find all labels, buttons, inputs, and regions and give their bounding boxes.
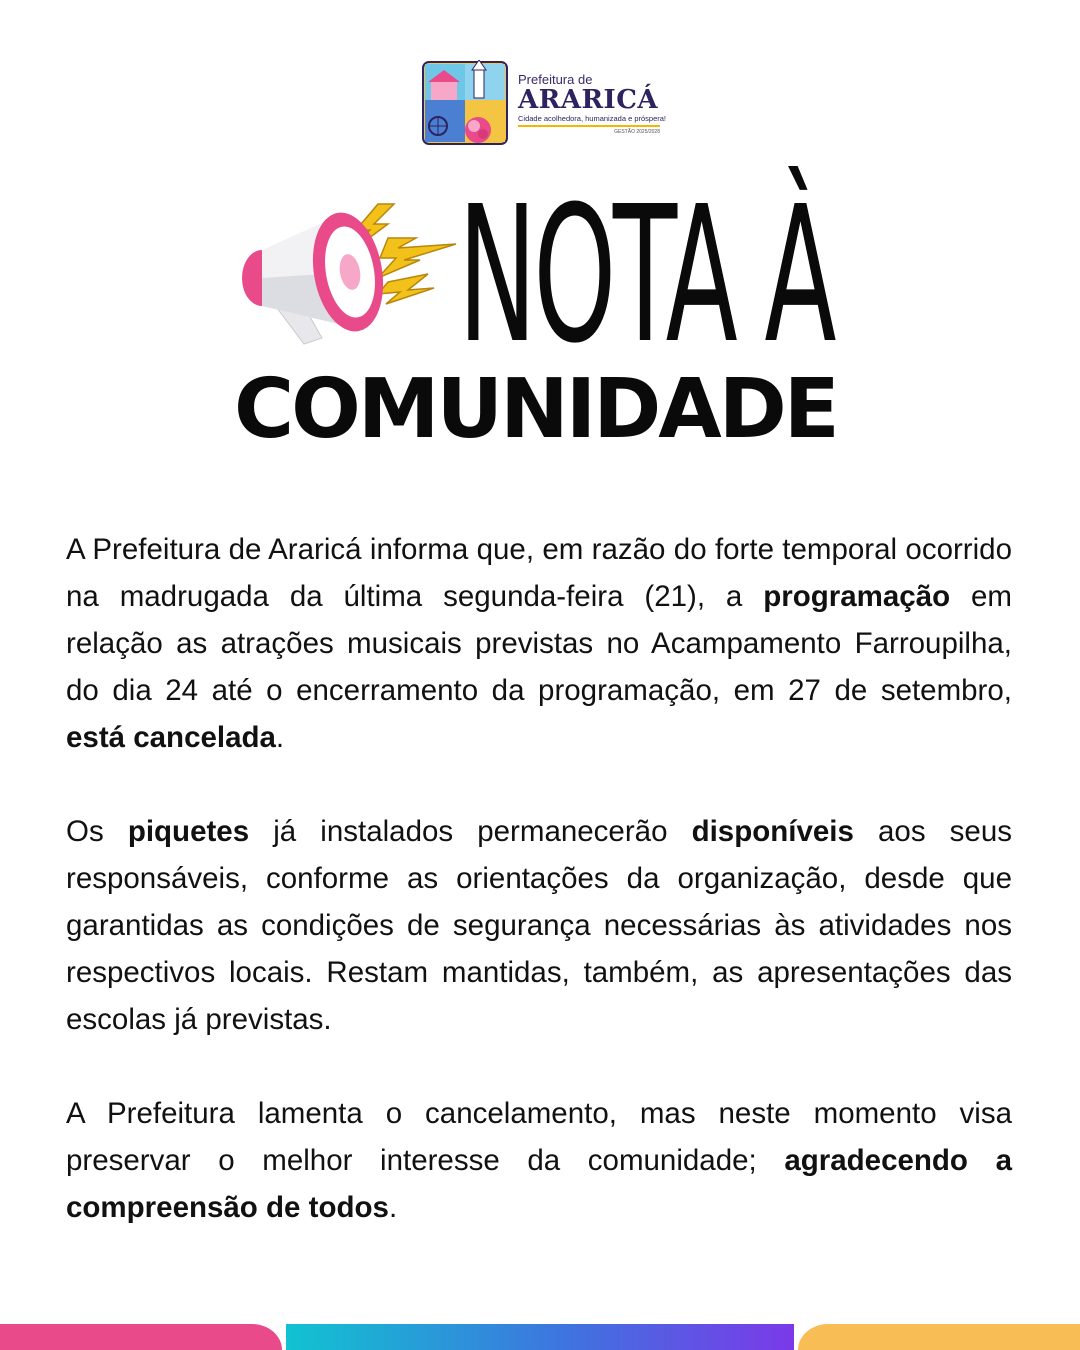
city-emblem-icon <box>422 60 512 152</box>
paragraph-2 <box>66 808 1012 1043</box>
logo-gestao: GESTÃO 2025/2028 <box>614 129 660 135</box>
p2-bold-1: piquetes <box>127 815 250 848</box>
p2-text-1: Os <box>66 815 128 848</box>
p3-bold-1: agradecendo a compreensão de todos <box>66 1144 1012 1224</box>
bottom-bar-pink <box>0 1324 282 1350</box>
paragraph-1 <box>66 526 1012 761</box>
logo-tagline: Cidade acolhedora, humanizada e próspera! <box>518 114 667 123</box>
p1-text-1: A Prefeitura de Araricá informa que, em razão do forte temporal ocorrido na madrugada da última segunda-feira (21), a <box>66 533 1012 613</box>
logo-wordmark <box>518 72 668 135</box>
title-line-1: NOTA À <box>458 166 834 385</box>
p1-bold-1: programação <box>763 580 951 613</box>
p2-bold-2: disponíveis <box>691 815 854 848</box>
megaphone-icon <box>238 200 458 350</box>
title-line-2: COMUNIDADE <box>234 362 837 457</box>
p3-text-1: A Prefeitura lamenta o cancelamento, mas neste momento visa preservar o melhor interesse da comunidade; <box>66 1097 1012 1177</box>
p1-bold-2: está cancelada <box>66 721 276 754</box>
bottom-bar-gradient <box>286 1324 794 1350</box>
p1-text-2: em relação as atrações musicais previstas no Acampamento Farroupilha, do dia 24 até o encerramento da programação, em 27 de setembro, <box>66 580 1012 707</box>
bottom-bar-yellow <box>798 1324 1080 1350</box>
announcement-body <box>66 526 1012 1278</box>
logo-divider <box>518 125 660 127</box>
p1-text-3: . <box>275 721 285 754</box>
p3-text-2: . <box>388 1191 398 1224</box>
p2-text-2: já instalados permanecerão <box>249 815 692 848</box>
logo-prefix: Prefeitura de <box>518 72 593 87</box>
p2-text-3: aos seus responsáveis, conforme as orientações da organização, desde que garantidas as condições de segurança necessárias às atividades nos respectivos locais. Restam mantidas, também, as apresentações das escolas já previstas. <box>66 815 1012 1036</box>
paragraph-3 <box>66 1090 1012 1231</box>
logo-city-name: ARARICÁ <box>518 85 659 115</box>
city-logo <box>422 60 667 150</box>
